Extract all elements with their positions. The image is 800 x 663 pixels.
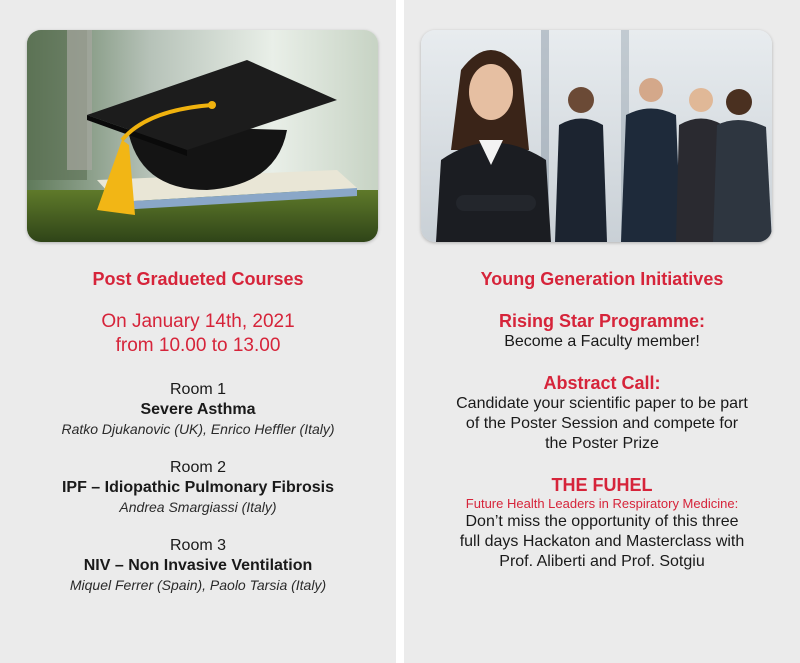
course-speakers: Miquel Ferrer (Spain), Paolo Tarsia (Italy)	[69, 577, 327, 593]
fuhel-heading: THE FUHEL	[551, 475, 653, 495]
courses-info	[0, 268, 396, 594]
abstract-call-line: the Poster Prize	[545, 435, 659, 452]
abstract-call-block	[404, 372, 800, 454]
room-3-block	[0, 536, 396, 594]
fuhel-line: full days Hackaton and Masterclass with	[459, 533, 745, 550]
date-line-2: from 10.00 to 13.00	[115, 335, 281, 356]
room-2-block	[0, 458, 396, 516]
abstract-call-heading: Abstract Call:	[543, 373, 661, 393]
abstract-call-line: of the Poster Session and compete for	[465, 415, 739, 432]
abstract-call-line: Candidate your scientific paper to be part	[456, 395, 748, 412]
fuhel-block	[404, 474, 800, 572]
rising-star-text: Become a Faculty member!	[504, 333, 700, 350]
rising-star-block	[404, 310, 800, 352]
course-title: IPF – Idiopathic Pulmonary Fibrosis	[61, 479, 335, 496]
fuhel-line: Prof. Aliberti and Prof. Sotgiu	[499, 553, 705, 570]
initiatives-title: Young Generation Initiatives	[480, 269, 724, 289]
course-title: Severe Asthma	[140, 401, 256, 418]
room-label: Room 2	[169, 459, 227, 476]
date-line-1: On January 14th, 2021	[101, 311, 295, 332]
course-title: NIV – Non Invasive Ventilation	[83, 557, 313, 574]
initiatives-info	[404, 268, 800, 572]
room-label: Room 1	[169, 381, 227, 398]
fuhel-tagline: Future Health Leaders in Respiratory Medicine:	[465, 496, 739, 511]
room-1-block	[0, 380, 396, 438]
post-graduate-courses-panel	[0, 0, 396, 663]
room-label: Room 3	[169, 537, 227, 554]
young-generation-panel	[404, 0, 800, 663]
fuhel-line: Don’t miss the opportunity of this three	[465, 513, 739, 530]
course-speakers: Ratko Djukanovic (UK), Enrico Heffler (Italy)	[61, 421, 335, 437]
graduation-cap-image	[27, 30, 378, 242]
course-speakers: Andrea Smargiassi (Italy)	[119, 499, 277, 515]
courses-title: Post Gradueted Courses	[92, 269, 304, 289]
business-team-image	[421, 30, 772, 242]
rising-star-heading: Rising Star Programme:	[498, 311, 706, 331]
